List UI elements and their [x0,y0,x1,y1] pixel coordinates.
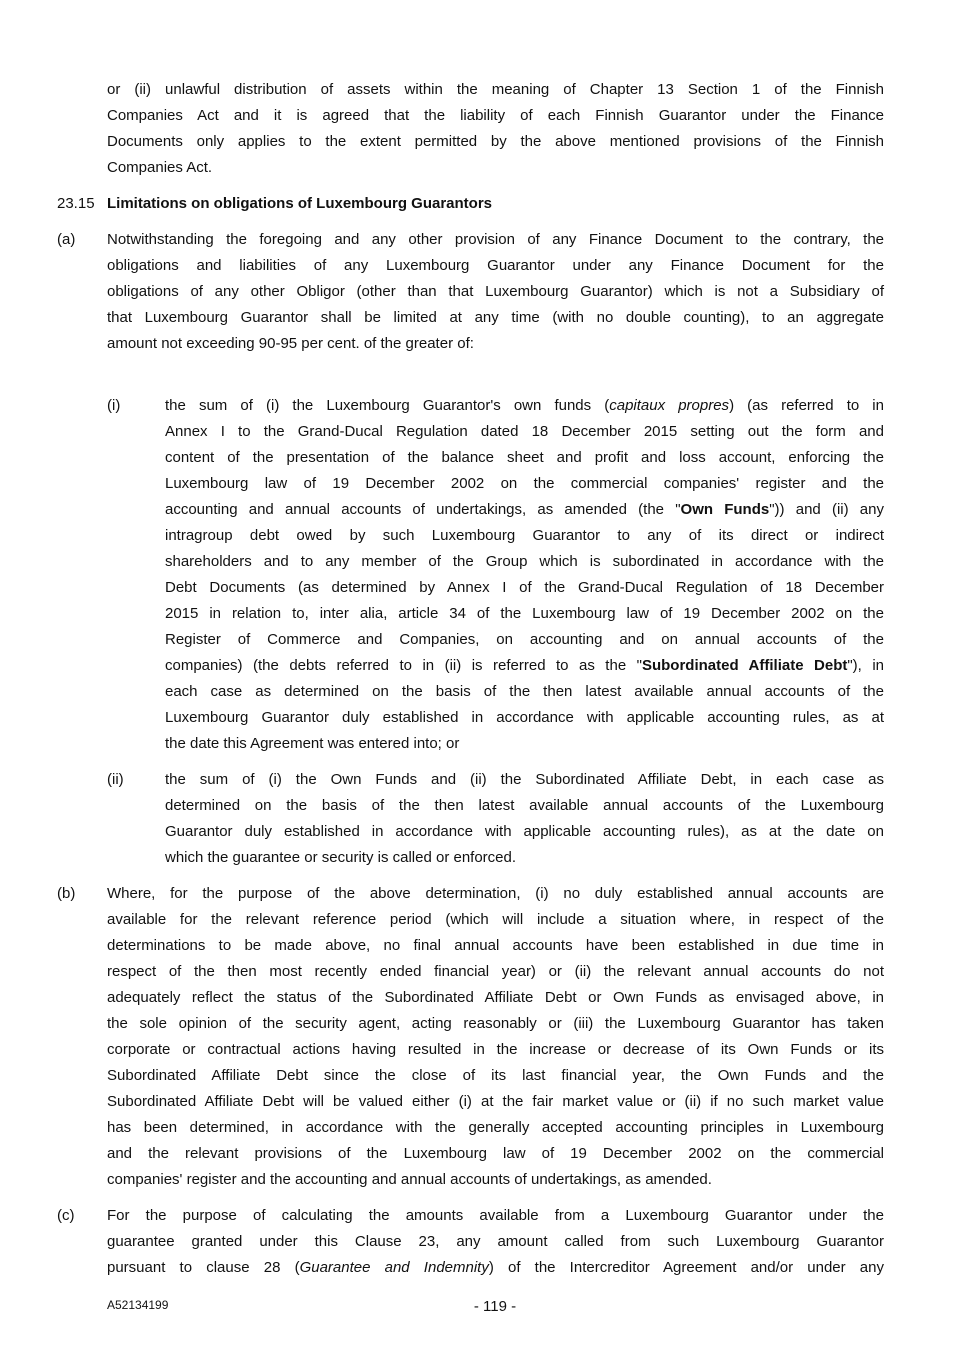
italic-text: capitaux propres [609,397,730,414]
text-line [165,393,884,419]
paragraph-number: (b) [57,885,76,902]
text-line: the sole opinion of the security agent, acting reasonably or (iii) the Luxembourg Guarantor has taken [107,1015,884,1032]
text-line: For the purpose of calculating the amounts available from a Luxembourg Guarantor under the [107,1207,884,1224]
text-line: determinations to be made above, no final annual accounts have been established in due time in [107,937,884,954]
text-line: Subordinated Affiliate Debt will be valued either (i) at the fair market value or (ii) if no such market value [107,1093,884,1110]
text-segment: accounting and annual accounts of undertakings, as amended (the " [165,501,681,518]
paragraph-text [107,881,884,1193]
text-line: respect of the then most recently ended financial year) or (ii) the relevant annual accounts do not [107,963,884,980]
subparagraph-number: (i) [107,397,121,414]
text-line: obligations and liabilities of any Luxembourg Guarantor under any Finance Document for the [107,257,884,274]
text-segment: ) (as referred to in [729,397,884,414]
text-line: Companies Act. [107,159,213,176]
text-line [107,1255,884,1281]
italic-text: Guarantee and Indemnity [299,1259,489,1276]
text-segment: pursuant to clause 28 ( [107,1259,300,1276]
text-line: Register of Commerce and Companies, on accounting and on annual accounts of the [165,631,884,648]
paragraph-number: (a) [57,231,76,248]
text-line: Debt Documents (as determined by Annex I of the Grand-Ducal Regulation of 18 December [165,579,884,596]
defined-term: Subordinated Affiliate Debt [641,657,848,674]
text-segment: the sum of (i) the Luxembourg Guarantor's own funds ( [165,397,610,414]
text-segment: "), in [847,657,884,674]
document-id: A52134199 [107,1298,169,1312]
paragraph-a [0,227,965,357]
text-line: companies' register and the accounting and annual accounts of undertakings, as amended. [107,1171,712,1188]
text-segment: companies) (the debts referred to in (ii) is referred to as the " [165,657,642,674]
text-line: each case as determined on the basis of the then latest available annual accounts of the [165,683,884,700]
paragraph-text [107,1203,884,1281]
paragraph-text [165,393,884,757]
text-line: Guarantor duly established in accordance with applicable accounting rules), as at the date on [165,823,884,840]
text-line: Luxembourg Guarantor duly established in accordance with applicable accounting rules, as at [165,709,884,726]
text-line: that Luxembourg Guarantor shall be limited at any time (with no double counting), to an aggregate [107,309,884,326]
page-number: - 119 - [473,1298,517,1315]
text-line: Luxembourg law of 19 December 2002 on the commercial companies' register and the [165,475,884,492]
text-line [165,497,884,523]
paragraph-text [107,77,884,181]
text-line: obligations of any other Obligor (other than that Luxembourg Guarantor) which is not a Subsidiary of [107,283,884,300]
subparagraph-ii [0,767,965,871]
text-line: adequately reflect the status of the Subordinated Affiliate Debt or Own Funds as envisaged above, in [107,989,884,1006]
text-line [165,653,884,679]
text-line: shareholders and to any member of the Group which is subordinated in accordance with the [165,553,884,570]
paragraph-c [0,1203,965,1281]
clause-heading [0,191,965,217]
text-line: has been determined, in accordance with the generally accepted accounting principles in Luxembourg [107,1119,884,1136]
clause-title: Limitations on obligations of Luxembourg Guarantors [107,195,493,212]
text-line: 2015 in relation to, inter alia, article 34 of the Luxembourg law of 19 December 2002 on the [165,605,884,622]
text-segment: ) of the Intercreditor Agreement and/or under any [488,1259,884,1276]
text-line: the date this Agreement was entered into; or [165,735,460,752]
text-segment: ")) and (ii) any [769,501,884,518]
paragraph-text [165,767,884,871]
paragraph-number: (c) [57,1207,75,1224]
text-line: intragroup debt owed by such Luxembourg Guarantor to any of its direct or indirect [165,527,884,544]
text-line: Subordinated Affiliate Debt since the close of its last financial year, the Own Funds and the [107,1067,884,1084]
text-line: and the relevant provisions of the Luxembourg law of 19 December 2002 on the commercial [107,1145,884,1162]
subparagraph-number: (ii) [107,771,124,788]
text-line: or (ii) unlawful distribution of assets within the meaning of Chapter 13 Section 1 of the Finnish [107,81,884,98]
text-line: which the guarantee or security is called or enforced. [165,849,517,866]
defined-term: Own Funds [680,501,770,518]
subparagraph-i [0,393,965,757]
paragraph-text [107,227,884,357]
text-line: guarantee granted under this Clause 23, any amount called from such Luxembourg Guarantor [107,1233,884,1250]
text-line: Documents only applies to the extent permitted by the above mentioned provisions of the Finnish [107,133,884,150]
clause-number: 23.15 [57,195,95,212]
text-line: Companies Act and it is agreed that the liability of each Finnish Guarantor under the Finance [107,107,884,124]
text-line: Where, for the purpose of the above determination, (i) no duly established annual accounts are [107,885,884,902]
document-page [0,77,965,1281]
text-line: the sum of (i) the Own Funds and (ii) the Subordinated Affiliate Debt, in each case as [165,771,884,788]
paragraph-b [0,881,965,1193]
text-line: determined on the basis of the then latest available annual accounts of the Luxembourg [165,797,884,814]
text-line: amount not exceeding 90-95 per cent. of the greater of: [107,335,474,352]
text-line: corporate or contractual actions having resulted in the increase or decrease of its Own Funds or its [107,1041,884,1058]
intro-paragraph [0,77,965,181]
text-line: Annex I to the Grand-Ducal Regulation dated 18 December 2015 setting out the form and [165,423,884,440]
text-line: available for the relevant reference period (which will include a situation where, in respect of the [107,911,884,928]
text-line: Notwithstanding the foregoing and any other provision of any Finance Document to the contrary, the [107,231,884,248]
text-line: content of the presentation of the balance sheet and profit and loss account, enforcing the [165,449,884,466]
